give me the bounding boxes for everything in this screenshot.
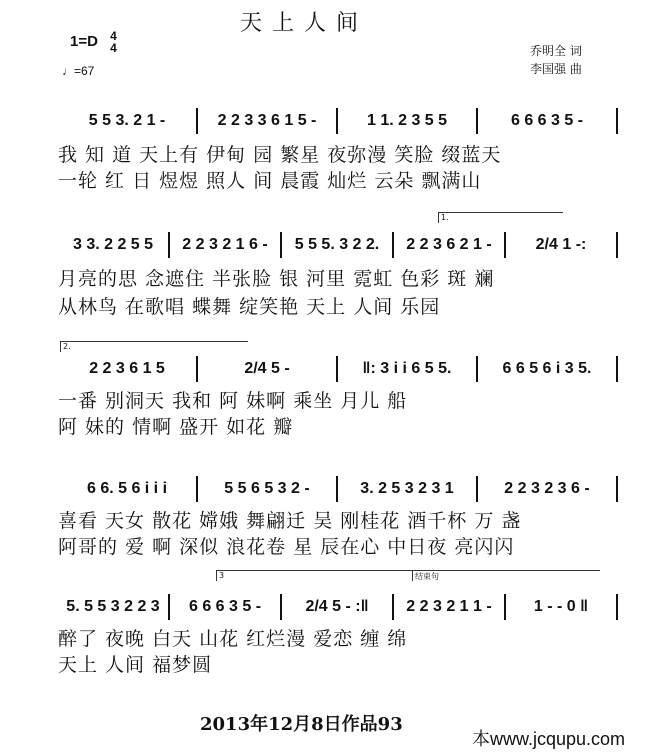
notation-row xyxy=(58,594,618,620)
measure: 3 3. 2 2 5 5 xyxy=(72,236,154,253)
lyrics-line: 月亮的思 念遮住 半张脸 银 河里 霓虹 色彩 斑 斓 xyxy=(58,268,495,290)
measure: 5 5 3. 2 1 - xyxy=(88,112,166,129)
measure: 2/4 1 -: xyxy=(535,236,587,253)
song-title: 天上人间 xyxy=(240,11,369,36)
bar-line xyxy=(616,356,618,382)
measure: 6 6 6 3 5 - xyxy=(188,598,262,615)
bar-line xyxy=(616,108,618,134)
measure: 2 2 3 2 1 6 - xyxy=(182,236,268,253)
measure: 5. 5 5 3 2 2 3 xyxy=(66,598,160,615)
lyrics-line: 从林鸟 在歌唱 蝶舞 绽笑艳 天上 人间 乐园 xyxy=(58,296,441,318)
lyricist-credit: 乔明全 词 xyxy=(530,44,582,58)
key-text: 1=D xyxy=(70,32,98,50)
key-signature xyxy=(70,30,117,54)
footer-date: 2013年12月8日作品93 xyxy=(200,714,403,735)
lyrics-line: 阿哥的 爱 啊 深似 浪花卷 星 辰在心 中日夜 亮闪闪 xyxy=(58,536,515,558)
measure: 2/4 5 - xyxy=(244,360,290,377)
measure: 1 - - 0 ‖ xyxy=(533,598,589,615)
lyrics-line: 一番 别洞天 我和 阿 妹啊 乘坐 月儿 船 xyxy=(58,390,408,412)
time-bottom: 4 xyxy=(110,41,117,55)
bar-line xyxy=(616,476,618,502)
measure: 6 6 6 3 5 - xyxy=(510,112,584,129)
measure: 6 6. 5 6 i i i xyxy=(86,480,168,497)
measure: ‖: 3 i i 6 5 5. xyxy=(362,360,452,377)
notation-row xyxy=(58,232,618,258)
measure: 2/4 5 - :‖ xyxy=(305,598,369,615)
watermark: 本www.jcqupu.com xyxy=(472,729,626,749)
measure: 2 2 3 6 1 5 xyxy=(89,360,165,377)
lyrics-line: 我 知 道 天上有 伊甸 园 繁星 夜弥漫 笑脸 缀蓝天 xyxy=(58,144,502,166)
notation-row xyxy=(58,356,618,382)
measure: 2 2 3 6 2 1 - xyxy=(406,236,492,253)
tempo-marking: ♩=67 xyxy=(62,64,95,78)
volta-3: 3 xyxy=(216,570,414,581)
lyrics-line: 喜看 天女 散花 嫦娥 舞翩迁 吴 刚桂花 酒千杯 万 盏 xyxy=(58,510,522,532)
measure: 1 1. 2 3 5 5 xyxy=(366,112,448,129)
volta-ending: 结束句 xyxy=(412,570,600,581)
measure: 5 5 5. 3 2 2. xyxy=(294,236,380,253)
measure: 3. 2 5 3 2 3 1 xyxy=(360,480,454,497)
measure: 5 5 6 5 3 2 - xyxy=(224,480,310,497)
notation-row xyxy=(58,476,618,502)
measure: 6 6 5 6 i 3 5. xyxy=(502,360,592,377)
lyrics-line: 醉了 夜晚 白天 山花 红烂漫 爱恋 缠 绵 xyxy=(58,628,408,650)
measure: 2 2 3 2 3 6 - xyxy=(504,480,590,497)
lyrics-line: 天上 人间 福梦圆 xyxy=(58,654,213,676)
time-signature xyxy=(110,30,117,54)
bar-line xyxy=(616,232,618,258)
volta-1: 1. xyxy=(438,212,563,223)
time-top: 4 xyxy=(110,29,117,43)
volta-2: 2. xyxy=(60,341,248,352)
measure: 2 2 3 2 1 1 - xyxy=(406,598,492,615)
lyrics-line: 阿 妹的 情啊 盛开 如花 瓣 xyxy=(58,416,294,438)
bar-line xyxy=(616,594,618,620)
notation-row xyxy=(58,108,618,134)
lyrics-line: 一轮 红 日 煜煜 照人 间 晨霞 灿烂 云朵 飘满山 xyxy=(58,170,482,192)
measure: 2 2 3 3 6 1 5 - xyxy=(217,112,317,129)
composer-credit: 李国强 曲 xyxy=(530,62,582,76)
